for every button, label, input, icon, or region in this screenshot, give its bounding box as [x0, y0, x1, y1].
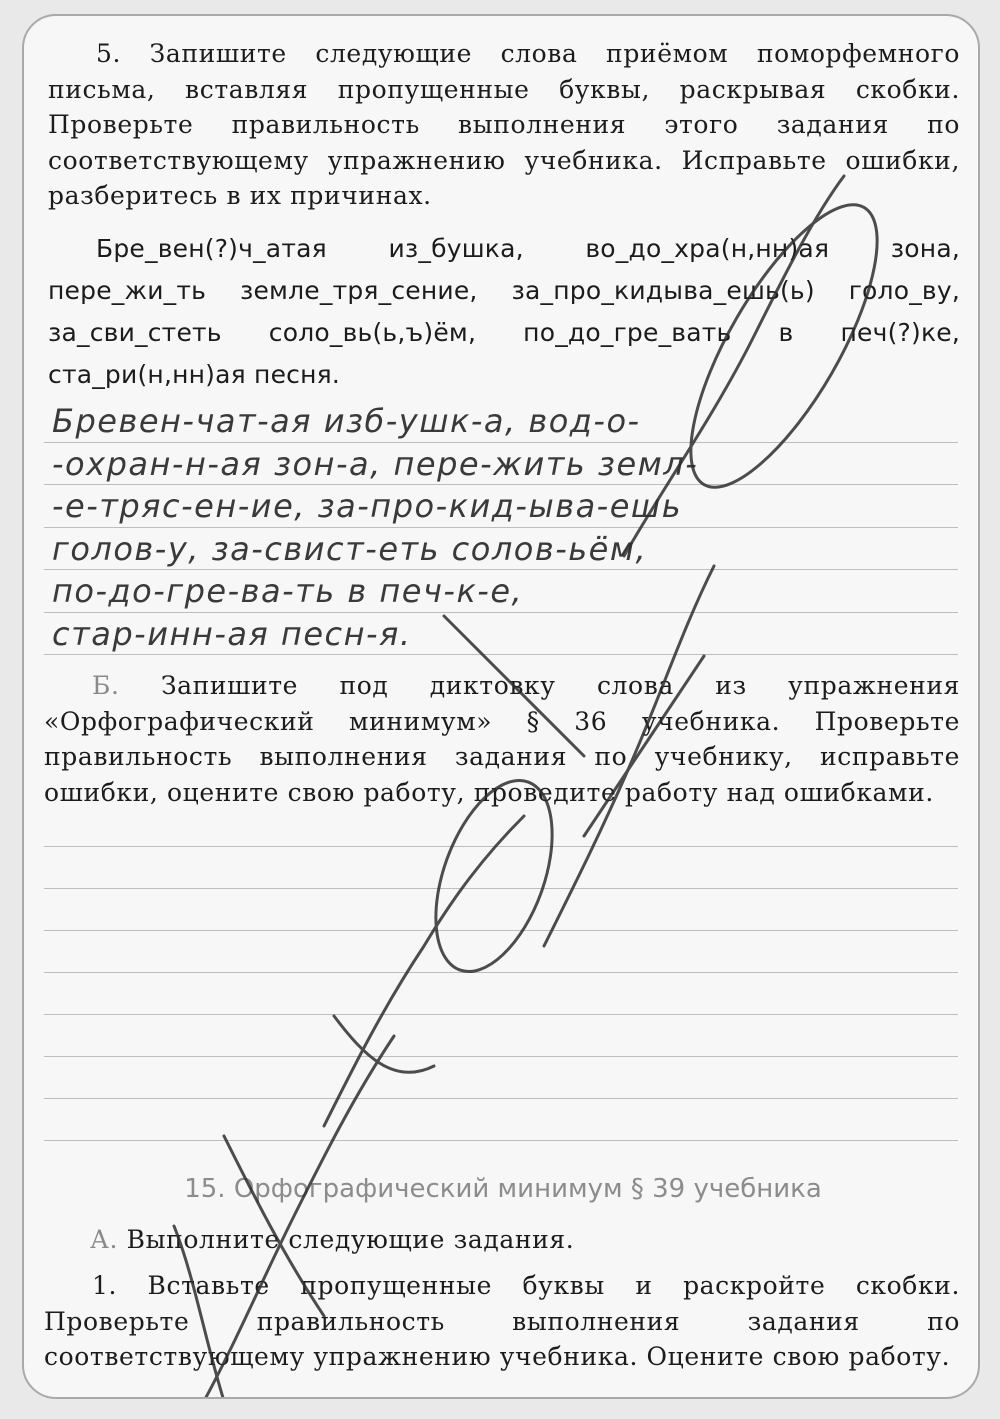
ruled-line	[44, 1056, 958, 1057]
ruled-line	[44, 888, 958, 889]
task-a-text: Выполните следующие задания.	[126, 1225, 575, 1254]
handwritten-line: -охран-н-ая зон-а, пере-жить земл-	[52, 444, 699, 483]
task-a-instruction	[90, 1222, 970, 1258]
scribble-stroke	[324, 816, 524, 1126]
task-5-exercise	[48, 228, 960, 396]
ruled-line	[44, 1014, 958, 1015]
task-a-label: А.	[90, 1225, 119, 1254]
workbook-page	[22, 14, 980, 1399]
handwritten-answer	[52, 400, 964, 655]
task-1-text: Вставьте пропущенные буквы и раскройте скобки. Проверьте правильность выполнения задания по соответствующему упражнению учебника. Оцените свою работу.	[44, 1271, 960, 1371]
section-title: 15. Орфографический минимум § 39 учебника	[184, 1174, 822, 1204]
task-1-number: 1.	[92, 1271, 118, 1300]
scribble-stroke	[334, 1016, 434, 1072]
ruled-line	[44, 846, 958, 847]
handwritten-line: -е-тряс-ен-ие, за-про-кид-ыва-ешь	[52, 487, 683, 525]
task-5-exercise-text: Бре_вен(?)ч_атая из_бушка, во_до_хра(н,нн)ая зона, пере_жи_ть земле_тря_сение, за_про_кидыва_ешь(ь) голо_ву, за_сви_стеть соло_вь(ь,ъ)ём, по_до_гре_вать в печ(?)ке, ста_ри(н,нн)ая песня.	[48, 234, 960, 389]
task-5-instruction	[48, 36, 960, 214]
handwritten-line: по-до-гре-ва-ть в печ-к-е,	[52, 572, 524, 610]
handwritten-line: стар-инн-ая песн-я.	[52, 614, 412, 653]
ruled-line	[44, 930, 958, 931]
task-5-number: 5.	[96, 39, 122, 68]
task-b-instruction	[44, 668, 960, 810]
task-b-text: Запишите под диктовку слова из упражнения «Орфографический минимум» § 36 учебника. Проверьте правильность выполнения задания по учебнику, исправьте ошибки, оцените свою работу, проведите работу над ошибками.	[44, 671, 961, 807]
task-5-text: Запишите следующие слова приёмом поморфемного письма, вставляя пропущенные буквы, раскрывая скобки. Проверьте правильность выполнения этого задания по соответствующему упражнению учебника. Исправьте ошибки, разберитесь в их причинах.	[48, 39, 960, 210]
handwritten-line: Бревен-чат-ая изб-ушк-а, вод-о-	[52, 402, 641, 440]
ruled-line	[44, 1140, 958, 1141]
ruled-line	[44, 1098, 958, 1099]
ruled-line	[44, 972, 958, 973]
task-b-label: Б.	[92, 671, 120, 700]
task-1-instruction	[44, 1268, 960, 1375]
handwritten-line: голов-у, за-свист-еть солов-ьём,	[52, 529, 648, 568]
